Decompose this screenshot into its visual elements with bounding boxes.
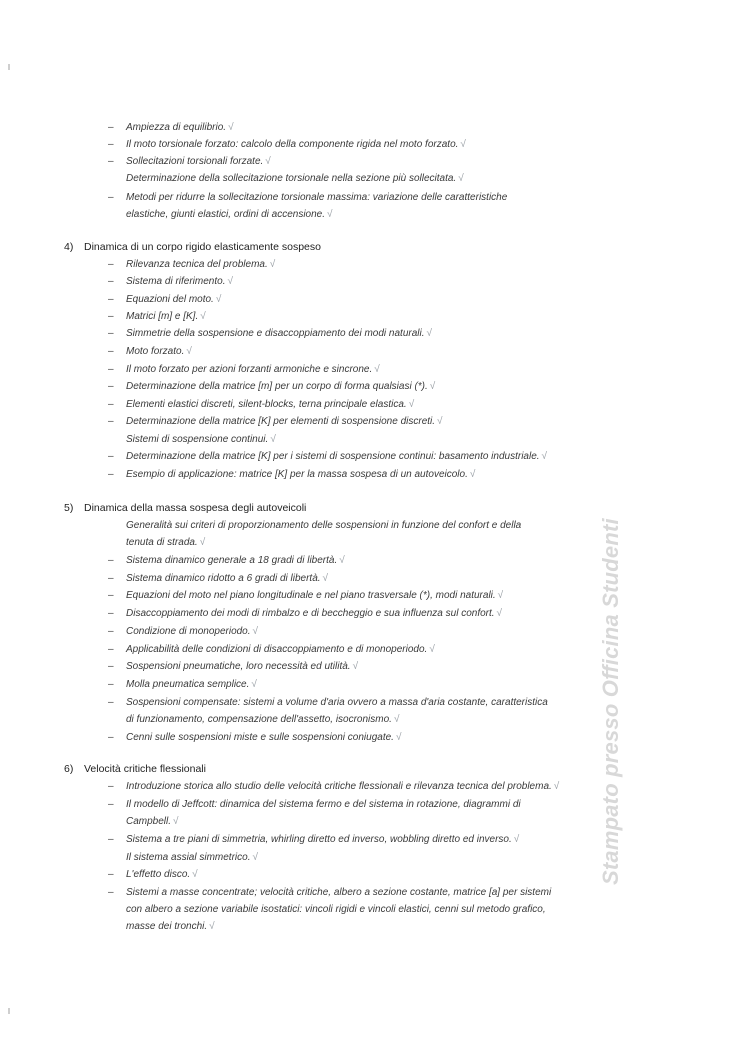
list-item — [108, 466, 628, 483]
bullet-dash: – — [108, 328, 114, 339]
list-item — [108, 658, 628, 675]
list-item-text — [126, 343, 628, 360]
item-text: Introduzione storica allo studio delle velocità critiche flessionali e rilevanza tecnica del problema. — [126, 781, 552, 792]
checkmark-icon: √ — [393, 714, 400, 725]
checkmark-icon: √ — [395, 732, 402, 743]
item-text: tenuta di strada. — [126, 537, 198, 548]
bullet-dash: – — [108, 732, 114, 743]
bullet-dash: – — [108, 311, 114, 322]
bullet-dash: – — [108, 346, 114, 357]
item-text: Il moto forzato per azioni forzanti armoniche e sincrone. — [126, 364, 373, 375]
item-text: Generalità sui criteri di proporzionamento delle sospensioni in funzione del confort e della — [126, 520, 522, 531]
list-item — [108, 153, 628, 170]
bullet-dash: – — [108, 381, 114, 392]
checkmark-icon: √ — [437, 416, 443, 427]
list-item-text — [126, 623, 628, 640]
bullet-dash: – — [108, 679, 114, 690]
item-text: Ampiezza di equilibrio. — [126, 122, 227, 133]
list-item-text — [126, 711, 628, 728]
item-text: Sistema di riferimento. — [126, 276, 226, 287]
checkmark-icon: √ — [458, 173, 464, 184]
bullet-dash: – — [108, 590, 114, 601]
item-text: Moto forzato. — [126, 346, 185, 357]
list-item — [108, 413, 628, 430]
list-item — [108, 866, 628, 883]
list-item-text — [126, 831, 628, 848]
checkmark-icon: √ — [252, 626, 259, 637]
bullet-dash: – — [108, 469, 114, 480]
checkmark-icon: √ — [469, 469, 476, 480]
bullet-dash: – — [108, 644, 114, 655]
item-text: Sistemi a masse concentrate; velocità critiche, albero a sezione costante, matrice [a] per sistemi — [126, 887, 552, 898]
item-text: elastiche, giunti elastici, ordini di accensione. — [126, 209, 325, 220]
item-text: Cenni sulle sospensioni miste e sulle sospensioni coniugate. — [126, 732, 394, 743]
list-item — [108, 119, 628, 136]
list-item — [108, 813, 628, 830]
scan-mark — [8, 64, 10, 70]
item-text: Condizione di monoperiodo. — [126, 626, 251, 637]
checkmark-icon: √ — [228, 122, 234, 133]
list-item-text — [126, 587, 628, 604]
list-item-text — [126, 206, 628, 223]
list-item — [108, 170, 628, 187]
section-title: Dinamica della massa sospesa degli autoveicoli — [84, 502, 307, 514]
bullet-dash: – — [108, 869, 114, 880]
bullet-dash: – — [108, 781, 114, 792]
list-item — [108, 431, 628, 448]
list-item — [108, 778, 628, 795]
checkmark-icon: √ — [251, 679, 257, 690]
section-number: 6) — [64, 763, 74, 775]
checkmark-icon: √ — [352, 661, 359, 672]
bullet-dash: – — [108, 259, 114, 270]
checkmark-icon: √ — [541, 451, 548, 462]
checkmark-icon: √ — [200, 311, 206, 322]
list-item — [108, 831, 628, 848]
list-item-text — [126, 641, 628, 658]
item-text: Applicabilità delle condizioni di disaccoppiamento e di monoperiodo. — [126, 644, 428, 655]
checkmark-icon: √ — [252, 852, 258, 863]
list-item — [108, 361, 628, 378]
watermark: Stampato presso Officina Studenti — [598, 518, 623, 885]
bullet-dash: – — [108, 799, 114, 810]
item-text: Simmetrie della sospensione e disaccoppiamento dei modi naturali. — [126, 328, 425, 339]
list-item-text — [126, 170, 628, 187]
checkmark-icon: √ — [429, 381, 436, 392]
list-item — [108, 711, 628, 728]
item-text: Molla pneumatica semplice. — [126, 679, 250, 690]
list-item — [108, 308, 628, 325]
list-item-text — [126, 396, 628, 413]
list-item — [108, 534, 628, 551]
list-item-text — [126, 918, 628, 935]
list-item-text — [126, 361, 628, 378]
list-item — [108, 136, 628, 153]
checkmark-icon: √ — [513, 834, 520, 845]
bullet-dash: – — [108, 276, 114, 287]
item-text: Determinazione della matrice [m] per un corpo di forma qualsiasi (*). — [126, 381, 428, 392]
item-text: Sollecitazioni torsionali forzate. — [126, 156, 264, 167]
item-text: Sospensioni pneumatiche, loro necessità ed utilità. — [126, 661, 351, 672]
bullet-dash: – — [108, 364, 114, 375]
list-item — [108, 517, 628, 534]
bullet-dash: – — [108, 697, 114, 708]
section-heading — [64, 500, 306, 516]
item-text: L'effetto disco. — [126, 869, 191, 880]
list-item — [108, 206, 628, 223]
list-item — [108, 901, 628, 918]
bullet-dash: – — [108, 139, 114, 150]
list-item-text — [126, 517, 628, 534]
list-item — [108, 570, 628, 587]
checkmark-icon: √ — [215, 294, 222, 305]
bullet-dash: – — [108, 555, 114, 566]
item-text: Determinazione della matrice [K] per elementi di sospensione discreti. — [126, 416, 436, 427]
list-item — [108, 396, 628, 413]
list-item — [108, 849, 628, 866]
list-item — [108, 552, 628, 569]
section-number: 4) — [64, 241, 74, 253]
checkmark-icon: √ — [497, 590, 504, 601]
list-item-text — [126, 378, 628, 395]
list-item — [108, 273, 628, 290]
item-text: Metodi per ridurre la sollecitazione torsionale massima: variazione delle caratteristiche — [126, 192, 508, 203]
list-item — [108, 884, 628, 901]
checkmark-icon: √ — [429, 644, 435, 655]
checkmark-icon: √ — [339, 555, 345, 566]
checkmark-icon: √ — [199, 537, 206, 548]
list-item — [108, 623, 628, 640]
list-item-text — [126, 813, 628, 830]
list-item-text — [126, 291, 628, 308]
checkmark-icon: √ — [186, 346, 192, 357]
item-text: con albero a sezione variabile isostatici: vincoli rigidi e vincoli elastici, cenni sul metodo grafico, — [126, 904, 546, 915]
scan-mark — [8, 1008, 10, 1014]
list-item — [108, 256, 628, 273]
item-text: Campbell. — [126, 816, 172, 827]
bullet-dash: – — [108, 834, 114, 845]
item-text: Sistema dinamico generale a 18 gradi di libertà. — [126, 555, 338, 566]
checkmark-icon: √ — [496, 608, 503, 619]
list-item-text — [126, 273, 628, 290]
list-item-text — [126, 534, 628, 551]
list-item-text — [126, 676, 628, 693]
list-item-text — [126, 778, 628, 795]
list-item-text — [126, 431, 628, 448]
checkmark-icon: √ — [553, 781, 560, 792]
item-text: Equazioni del moto. — [126, 294, 214, 305]
section-heading — [64, 761, 206, 777]
item-text: Sistema dinamico ridotto a 6 gradi di libertà. — [126, 573, 321, 584]
checkmark-icon: √ — [209, 921, 215, 932]
checkmark-icon: √ — [173, 816, 179, 827]
list-item-text — [126, 466, 628, 483]
item-text: di funzionamento, compensazione dell'assetto, isocronismo. — [126, 714, 392, 725]
bullet-dash: – — [108, 887, 114, 898]
checkmark-icon: √ — [227, 276, 233, 287]
list-item-text — [126, 570, 628, 587]
checkmark-icon: √ — [327, 209, 333, 220]
item-text: Elementi elastici discreti, silent-blocks, terna principale elastica. — [126, 399, 407, 410]
list-item-text — [126, 308, 628, 325]
item-text: Il modello di Jeffcott: dinamica del sistema fermo e del sistema in rotazione, diagrammi di — [126, 799, 521, 810]
bullet-dash: – — [108, 416, 114, 427]
checkmark-icon: √ — [270, 434, 276, 445]
list-item — [108, 641, 628, 658]
list-item — [108, 325, 628, 342]
item-text: masse dei tronchi. — [126, 921, 208, 932]
checkmark-icon: √ — [408, 399, 415, 410]
bullet-dash: – — [108, 122, 114, 133]
item-text: Esempio di applicazione: matrice [K] per la massa sospesa di un autoveicolo. — [126, 469, 468, 480]
checkmark-icon: √ — [374, 364, 380, 375]
bullet-dash: – — [108, 294, 114, 305]
list-item-text — [126, 189, 628, 206]
list-item — [108, 291, 628, 308]
bullet-dash: – — [108, 156, 114, 167]
list-item-text — [126, 153, 628, 170]
item-text: Il sistema assial simmetrico. — [126, 852, 251, 863]
section-heading — [64, 239, 321, 255]
list-item — [108, 448, 628, 465]
list-item-text — [126, 658, 628, 675]
checkmark-icon: √ — [265, 156, 271, 167]
list-item-text — [126, 849, 628, 866]
list-item-text — [126, 256, 628, 273]
item-text: Sistema a tre piani di simmetria, whirling diretto ed inverso, wobbling diretto ed inverso. — [126, 834, 512, 845]
item-text: Sospensioni compensate: sistemi a volume d'aria ovvero a massa d'aria costante, caratteristica — [126, 697, 548, 708]
list-item — [108, 343, 628, 360]
item-text: Il moto torsionale forzato: calcolo della componente rigida nel moto forzato. — [126, 139, 459, 150]
checkmark-icon: √ — [426, 328, 432, 339]
list-item-text — [126, 605, 628, 622]
list-item-text — [126, 448, 628, 465]
list-item-text — [126, 136, 628, 153]
list-item-text — [126, 119, 628, 136]
list-item-text — [126, 552, 628, 569]
list-item-text — [126, 729, 628, 746]
list-item — [108, 378, 628, 395]
bullet-dash: – — [108, 192, 114, 203]
item-text: Determinazione della sollecitazione torsionale nella sezione più sollecitata. — [126, 173, 457, 184]
list-item — [108, 189, 628, 206]
item-text: Determinazione della matrice [K] per i sistemi di sospensione continui: basamento industriale. — [126, 451, 540, 462]
list-item-text — [126, 884, 628, 901]
checkmark-icon: √ — [269, 259, 276, 270]
checkmark-icon: √ — [192, 869, 198, 880]
list-item — [108, 676, 628, 693]
bullet-dash: – — [108, 399, 114, 410]
list-item-text — [126, 325, 628, 342]
list-item-text — [126, 413, 628, 430]
list-item-text — [126, 694, 628, 711]
checkmark-icon: √ — [322, 573, 329, 584]
bullet-dash: – — [108, 608, 114, 619]
bullet-dash: – — [108, 573, 114, 584]
list-item-text — [126, 901, 628, 918]
list-item — [108, 587, 628, 604]
section-number: 5) — [64, 502, 74, 514]
list-item — [108, 605, 628, 622]
bullet-dash: – — [108, 661, 114, 672]
item-text: Sistemi di sospensione continui. — [126, 434, 269, 445]
list-item — [108, 729, 628, 746]
list-item-text — [126, 866, 628, 883]
list-item — [108, 796, 628, 813]
bullet-dash: – — [108, 626, 114, 637]
item-text: Equazioni del moto nel piano longitudinale e nel piano trasversale (*), modi naturali. — [126, 590, 496, 601]
list-item-text — [126, 796, 628, 813]
item-text: Matrici [m] e [K]. — [126, 311, 199, 322]
item-text: Disaccoppiamento dei modi di rimbalzo e di beccheggio e sua influenza sul confort. — [126, 608, 495, 619]
item-text: Rilevanza tecnica del problema. — [126, 259, 268, 270]
list-item — [108, 918, 628, 935]
checkmark-icon: √ — [460, 139, 466, 150]
section-title: Velocità critiche flessionali — [84, 763, 206, 775]
section-title: Dinamica di un corpo rigido elasticamente sospeso — [84, 241, 321, 253]
list-item — [108, 694, 628, 711]
bullet-dash: – — [108, 451, 114, 462]
